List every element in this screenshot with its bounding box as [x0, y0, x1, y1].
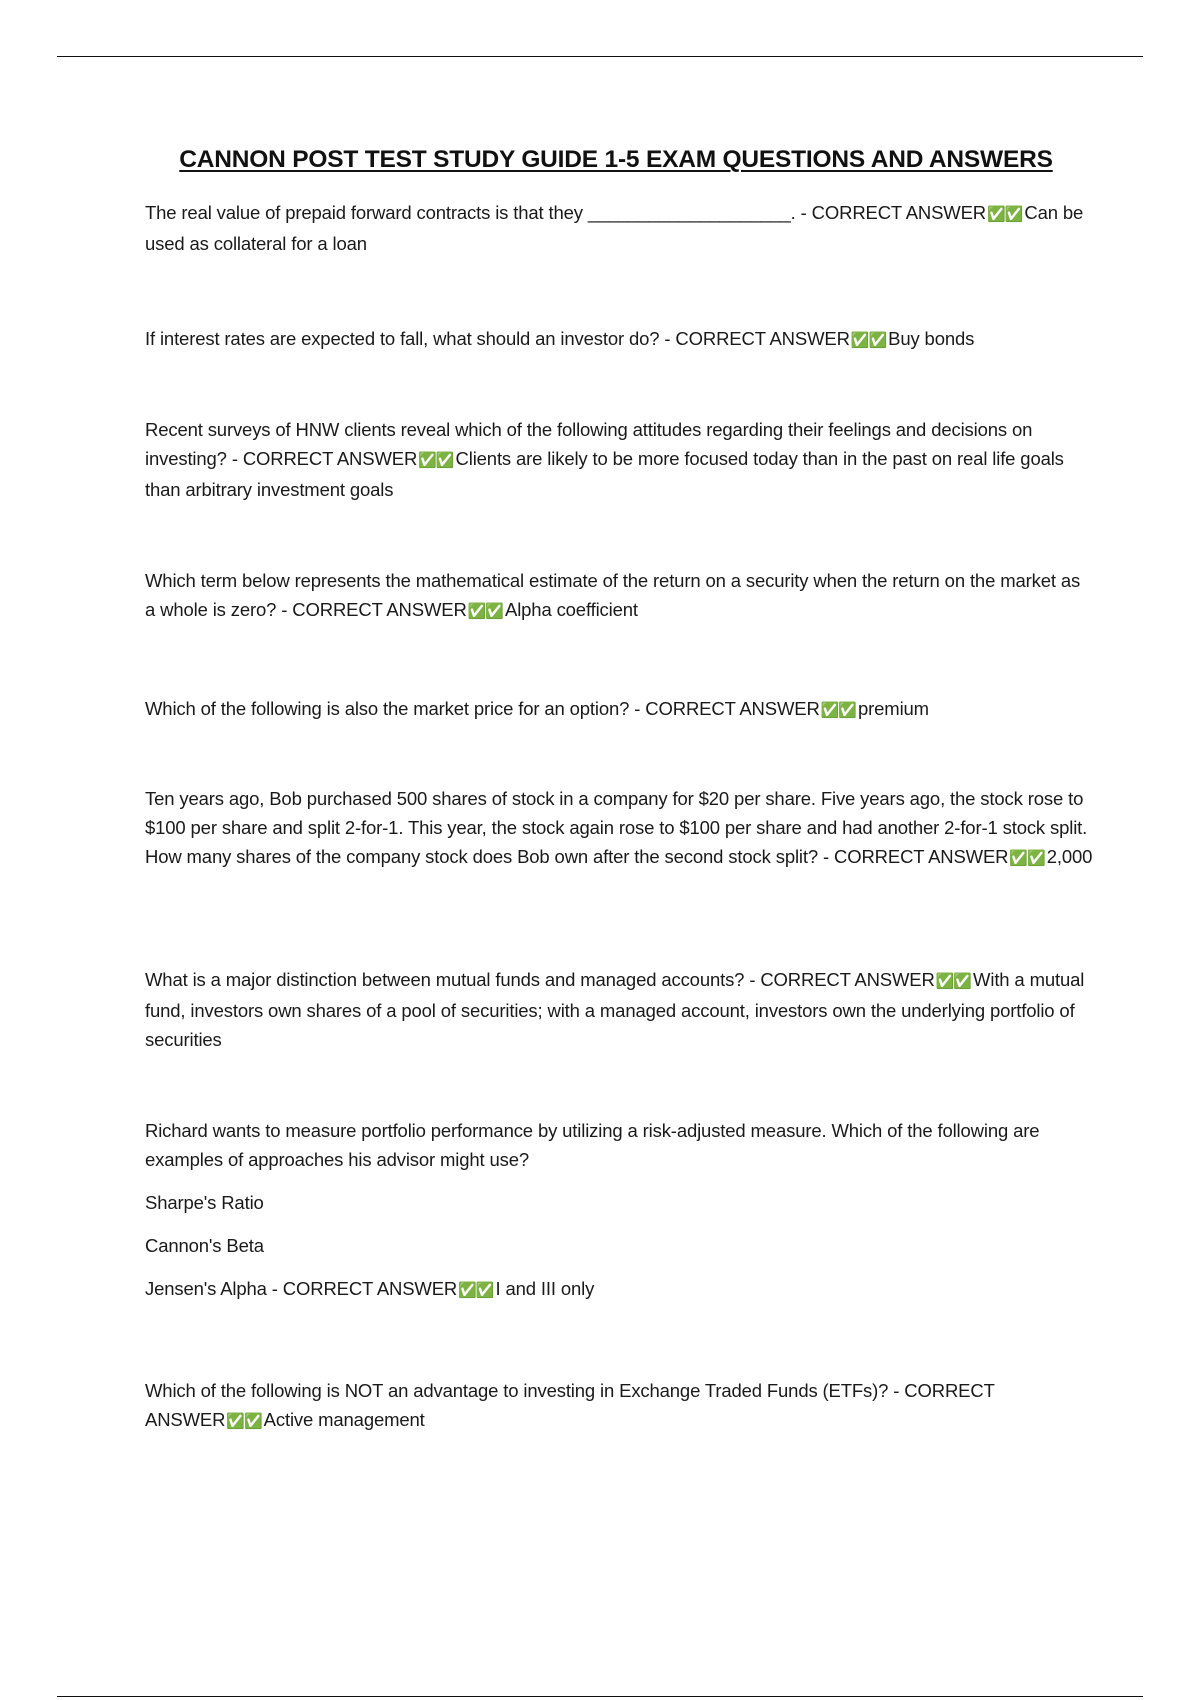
check-icon: ✅✅ — [850, 331, 887, 349]
answer-marker: - CORRECT ANSWER — [271, 1278, 458, 1299]
qa-item-3 — [145, 415, 1095, 504]
qa-item-4 — [145, 566, 1095, 626]
answer-marker: - CORRECT ANSWER — [281, 599, 467, 620]
qa-text — [145, 324, 1095, 355]
top-rule — [57, 56, 1143, 57]
qa-text — [145, 198, 1095, 258]
qa-item-8 — [145, 1116, 1095, 1305]
option-item: Jensen's Alpha — [145, 1278, 267, 1299]
answer-marker: - CORRECT ANSWER — [664, 328, 850, 349]
answer-text: Alpha coefficient — [505, 599, 638, 620]
answer-text: 2,000 — [1046, 846, 1093, 867]
check-icon: ✅✅ — [418, 451, 454, 469]
qa-text — [145, 1376, 1095, 1436]
check-icon: ✅✅ — [987, 205, 1023, 223]
question-text: Ten years ago, Bob purchased 500 shares of stock in a company for $20 per share. Five years ago, the stock rose to $100 per share and split 2-for-1. This year, the stock again rose to $100 per share and had another 2-for-1 stock split. How many shares of the company stock does Bob own after the second stock split? — [145, 788, 1088, 867]
question-text: Richard wants to measure portfolio performance by utilizing a risk-adjusted measure. Which of the following are examples of approaches his advisor might use? — [145, 1120, 1040, 1170]
qa-item-5 — [145, 694, 1095, 725]
answer-text: Buy bonds — [888, 328, 975, 349]
bottom-rule — [57, 1696, 1143, 1697]
option-answer-line — [145, 1274, 1095, 1305]
question-text: What is a major distinction between mutual funds and managed accounts? — [145, 969, 745, 990]
answer-marker: - CORRECT ANSWER — [634, 698, 820, 719]
answer-text: With a mutual fund, investors own shares of a pool of securities; with a managed account, investors own the underlying portfolio of securities — [145, 969, 1085, 1050]
qa-text — [145, 694, 1095, 725]
qa-item-1 — [145, 198, 1095, 258]
qa-text — [145, 784, 1095, 873]
answer-marker: - CORRECT ANSWER — [231, 448, 418, 469]
answer-marker: - CORRECT ANSWER — [823, 846, 1009, 867]
answer-marker: - CORRECT ANSWER — [749, 969, 935, 990]
qa-text — [145, 566, 1095, 626]
qa-item-9 — [145, 1376, 1095, 1436]
question-text: Which term below represents the mathematical estimate of the return on a security when the return on the market as a whole is zero? — [145, 570, 1081, 620]
option-item: Cannon's Beta — [145, 1235, 264, 1256]
option-item: Sharpe's Ratio — [145, 1192, 264, 1213]
qa-text — [145, 965, 1095, 1054]
answer-marker: - CORRECT ANSWER — [800, 202, 987, 223]
check-icon: ✅✅ — [467, 602, 504, 620]
answer-text: Can be used as collateral for a loan — [145, 202, 1084, 254]
answer-marker: - CORRECT ANSWER — [145, 1380, 995, 1430]
question-text: If interest rates are expected to fall, what should an investor do? — [145, 328, 660, 349]
document-title: CANNON POST TEST STUDY GUIDE 1-5 EXAM QUESTIONS AND ANSWERS — [179, 146, 1053, 173]
answer-text: premium — [858, 698, 929, 719]
answer-text: Clients are likely to be more focused today than in the past on real life goals than arbitrary investment goals — [145, 448, 1064, 500]
answer-text: Active management — [263, 1409, 425, 1430]
qa-text — [145, 415, 1095, 504]
check-icon: ✅✅ — [1009, 849, 1045, 867]
question-text: Which of the following is also the market price for an option? — [145, 698, 630, 719]
qa-item-7 — [145, 965, 1095, 1054]
check-icon: ✅✅ — [458, 1281, 494, 1299]
question-text: Which of the following is NOT an advantage to investing in Exchange Traded Funds (ETFs)? — [145, 1380, 889, 1401]
answer-text: I and III only — [495, 1278, 595, 1299]
check-icon: ✅✅ — [226, 1412, 262, 1430]
qa-item-2 — [145, 324, 1095, 355]
check-icon: ✅✅ — [935, 972, 972, 990]
qa-item-6 — [145, 784, 1095, 873]
question-text: Recent surveys of HNW clients reveal which of the following attitudes regarding their feelings and decisions on investing? — [145, 419, 1033, 469]
check-icon: ✅✅ — [820, 701, 857, 719]
question-text: The real value of prepaid forward contracts is that they ____________________. — [145, 202, 796, 223]
